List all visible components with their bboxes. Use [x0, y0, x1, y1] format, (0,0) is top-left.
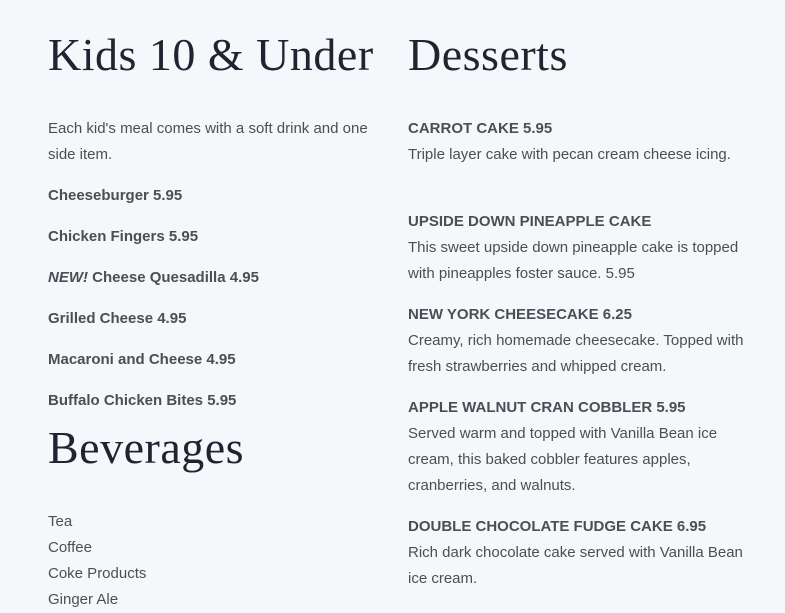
kids-item-mac-and-cheese: [48, 347, 368, 373]
dessert-description: Rich dark chocolate cake served with Vanilla Bean ice cream.: [408, 544, 743, 587]
dessert-item-cheesecake: [408, 302, 748, 380]
kids-item-label: Buffalo Chicken Bites 5.95: [48, 392, 237, 409]
beverage-item-tea: Tea: [48, 513, 73, 530]
kids-intro-text: Each kid's meal comes with a soft drink and one side item.: [48, 120, 368, 163]
dessert-description: Triple layer cake with pecan cream cheese icing.: [408, 146, 731, 163]
kids-item-grilled-cheese: [48, 306, 368, 332]
kids-item-cheeseburger: [48, 183, 368, 209]
new-badge: NEW!: [48, 269, 88, 286]
dessert-name: CARROT CAKE 5.95: [408, 120, 553, 137]
kids-item-label: Cheeseburger 5.95: [48, 187, 183, 204]
kids-item-chicken-fingers: [48, 224, 368, 250]
kids-item-buffalo-chicken-bites: [48, 388, 368, 414]
dessert-name: UPSIDE DOWN PINEAPPLE CAKE: [408, 213, 652, 230]
kids-item-label: Chicken Fingers 5.95: [48, 228, 199, 245]
beverage-item-coffee: Coffee: [48, 539, 92, 556]
dessert-name: NEW YORK CHEESECAKE 6.25: [408, 306, 632, 323]
kids-item-label: Grilled Cheese 4.95: [48, 310, 187, 327]
beverage-item-coke: Coke Products: [48, 565, 147, 582]
dessert-item-pineapple-cake: [408, 209, 748, 287]
dessert-item-carrot-cake: [408, 116, 748, 168]
dessert-description: This sweet upside down pineapple cake is topped with pineapples foster sauce. 5.95: [408, 239, 739, 282]
beverages-section-title: Beverages: [48, 422, 245, 473]
dessert-name: APPLE WALNUT CRAN COBBLER 5.95: [408, 399, 686, 416]
kids-section-title: Kids 10 & Under: [48, 29, 374, 80]
dessert-item-fudge-cake: [408, 514, 748, 592]
dessert-description: Creamy, rich homemade cheesecake. Topped with fresh strawberries and whipped cream.: [408, 332, 744, 375]
dessert-item-cobbler: [408, 395, 748, 499]
kids-item-label: Macaroni and Cheese 4.95: [48, 351, 236, 368]
beverage-item-ginger-ale: Ginger Ale: [48, 591, 119, 608]
kids-item-label: Cheese Quesadilla 4.95: [88, 269, 259, 286]
kids-item-quesadilla: [48, 265, 368, 291]
dessert-name: DOUBLE CHOCOLATE FUDGE CAKE 6.95: [408, 518, 707, 535]
dessert-description: Served warm and topped with Vanilla Bean ice cream, this baked cobbler features apples, cranberries, and walnuts.: [408, 425, 718, 494]
desserts-section-title: Desserts: [408, 29, 568, 80]
